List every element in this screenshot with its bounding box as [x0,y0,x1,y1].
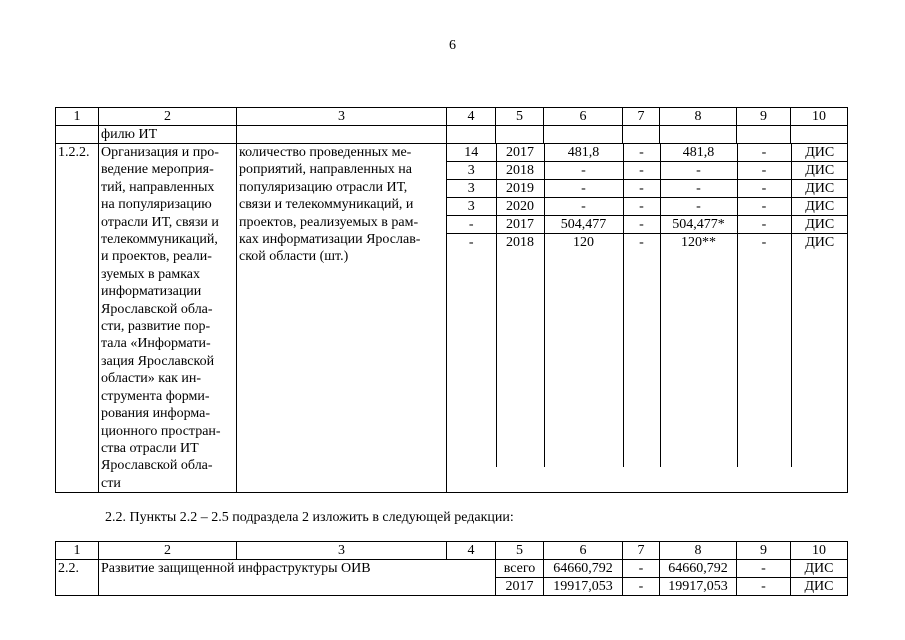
header-cell: 4 [447,542,496,560]
table-row [56,144,848,493]
executor-cell: ДИС [791,216,848,234]
indicator-line: ках информатизации Ярослав- [239,232,421,248]
description-line: сти [101,475,121,491]
description-line: Организация и про- [101,145,219,160]
value-cell: - [623,234,660,468]
year-cell: 2018 [496,162,544,180]
value-cell: - [737,216,791,234]
value-cell: - [660,198,737,216]
value-cell: - [623,578,660,596]
header-cell: 7 [623,542,660,560]
executor-cell: ДИС [791,198,848,216]
year-cell: 2017 [496,578,544,596]
year-cell: всего [496,560,544,578]
executor-cell: ДИС [805,235,835,250]
value-cell: 504,477 [544,216,623,234]
value-row [447,234,848,468]
description-line: на популяризацию [101,197,212,213]
table-row [56,560,848,578]
header-cell: 3 [237,108,447,126]
value-row [447,216,848,234]
description-line: отрасли ИТ, связи и [101,214,219,230]
value-cell: 504,477* [660,216,737,234]
value-row [447,144,848,162]
header-cell: 2 [99,108,237,126]
executor-cell: ДИС [791,560,848,578]
description-line: области» как ин- [101,371,202,387]
header-cell: 10 [791,108,848,126]
description-line: информатизации [101,284,202,300]
year-cell: 2019 [496,180,544,198]
indicator-line: проектов, реализуемых в рам- [239,214,419,230]
executor-cell: ДИС [791,162,848,180]
description-line: телекоммуникаций, [101,232,218,248]
value-cell: - [623,180,660,198]
header-cell: 3 [237,542,447,560]
indicator-line: роприятий, направленных на [239,162,412,178]
indicator-line: количество проведенных ме- [239,145,412,160]
values-subtable [447,144,848,467]
header-cell: 10 [791,542,848,560]
year-cell: 2020 [496,198,544,216]
indicator-line: ской области (шт.) [239,249,349,265]
description-line: Ярославской обла- [101,301,213,317]
year-cell: 2017 [496,144,544,162]
value-cell: 3 [447,162,496,180]
value-cell: - [623,162,660,180]
value-cell: - [447,216,496,234]
indicator-description [237,144,447,493]
value-cell: - [447,234,496,468]
value-cell: - [737,198,791,216]
header-cell: 6 [544,542,623,560]
description-line: ведение мероприя- [101,162,214,178]
amendment-note: 2.2. Пункты 2.2 – 2.5 подраздела 2 изложить в следующей редакции: [105,510,514,525]
value-cell: - [544,162,623,180]
description-line: струмента форми- [101,388,210,404]
program-table [55,107,848,493]
value-cell: - [623,560,660,578]
year-cell: 2017 [496,216,544,234]
value-cell: - [623,216,660,234]
value-row [447,162,848,180]
description-line: ства отрасли ИТ [101,440,199,456]
executor-cell: ДИС [791,144,848,162]
value-cell: - [660,162,737,180]
value-row [447,198,848,216]
description-line: тий, направленных [101,179,215,195]
description-line: тала «Информати- [101,336,211,352]
value-cell: - [660,180,737,198]
value-cell: 120 [544,234,623,468]
value-cell: - [737,560,791,578]
header-cell: 5 [496,108,544,126]
executor-cell: ДИС [791,180,848,198]
header-cell: 1 [56,108,99,126]
header-cell: 4 [447,108,496,126]
measure-description [99,144,237,493]
description-line: ционного простран- [101,423,221,439]
header-cell: 7 [623,108,660,126]
value-cell: 481,8 [660,144,737,162]
value-cell: - [544,180,623,198]
executor-cell: ДИС [791,578,848,596]
header-cell: 1 [56,542,99,560]
page-number: 6 [449,38,456,53]
value-cell: 64660,792 [660,560,737,578]
table-header-row [56,542,848,560]
value-cell: - [737,144,791,162]
program-table-2 [55,541,848,596]
header-cell: 6 [544,108,623,126]
header-cell: 8 [660,108,737,126]
header-cell: 2 [99,542,237,560]
value-cell: 3 [447,180,496,198]
description-line: и проектов, реали- [101,249,212,265]
row-title: Развитие защищенной инфраструктуры ОИВ [99,560,496,596]
value-cell: - [737,162,791,180]
value-cell: 3 [447,198,496,216]
value-cell: 19917,053 [544,578,623,596]
indicator-line: популяризацию отрасли ИТ, [239,179,408,195]
indicator-line: связи и телекоммуникаций, и [239,197,414,213]
value-cell: 120** [660,234,737,468]
row-number: 1.2.2. [56,144,99,493]
value-cell: - [737,234,791,468]
value-cell: - [737,180,791,198]
value-cell: 481,8 [544,144,623,162]
value-cell: - [623,198,660,216]
header-cell: 9 [737,542,791,560]
values-block [447,144,848,493]
header-cell: 9 [737,108,791,126]
header-cell: 8 [660,542,737,560]
value-cell: 19917,053 [660,578,737,596]
table-header-row [56,108,848,126]
description-line: зуемых в рамках [101,266,201,282]
description-line: сти, развитие пор- [101,319,211,335]
value-cell: - [544,198,623,216]
description-line: зация Ярославской [101,353,215,369]
value-cell: - [623,144,660,162]
description-line: Ярославской обла- [101,458,213,474]
description-line: рования информа- [101,406,211,422]
continuation-row [56,126,848,144]
continuation-text: филю ИТ [99,126,237,144]
value-cell: 64660,792 [544,560,623,578]
value-cell: - [737,578,791,596]
year-cell: 2018 [496,234,544,468]
header-cell: 5 [496,542,544,560]
value-row [447,180,848,198]
value-cell: 14 [447,144,496,162]
row-number: 2.2. [56,560,99,596]
